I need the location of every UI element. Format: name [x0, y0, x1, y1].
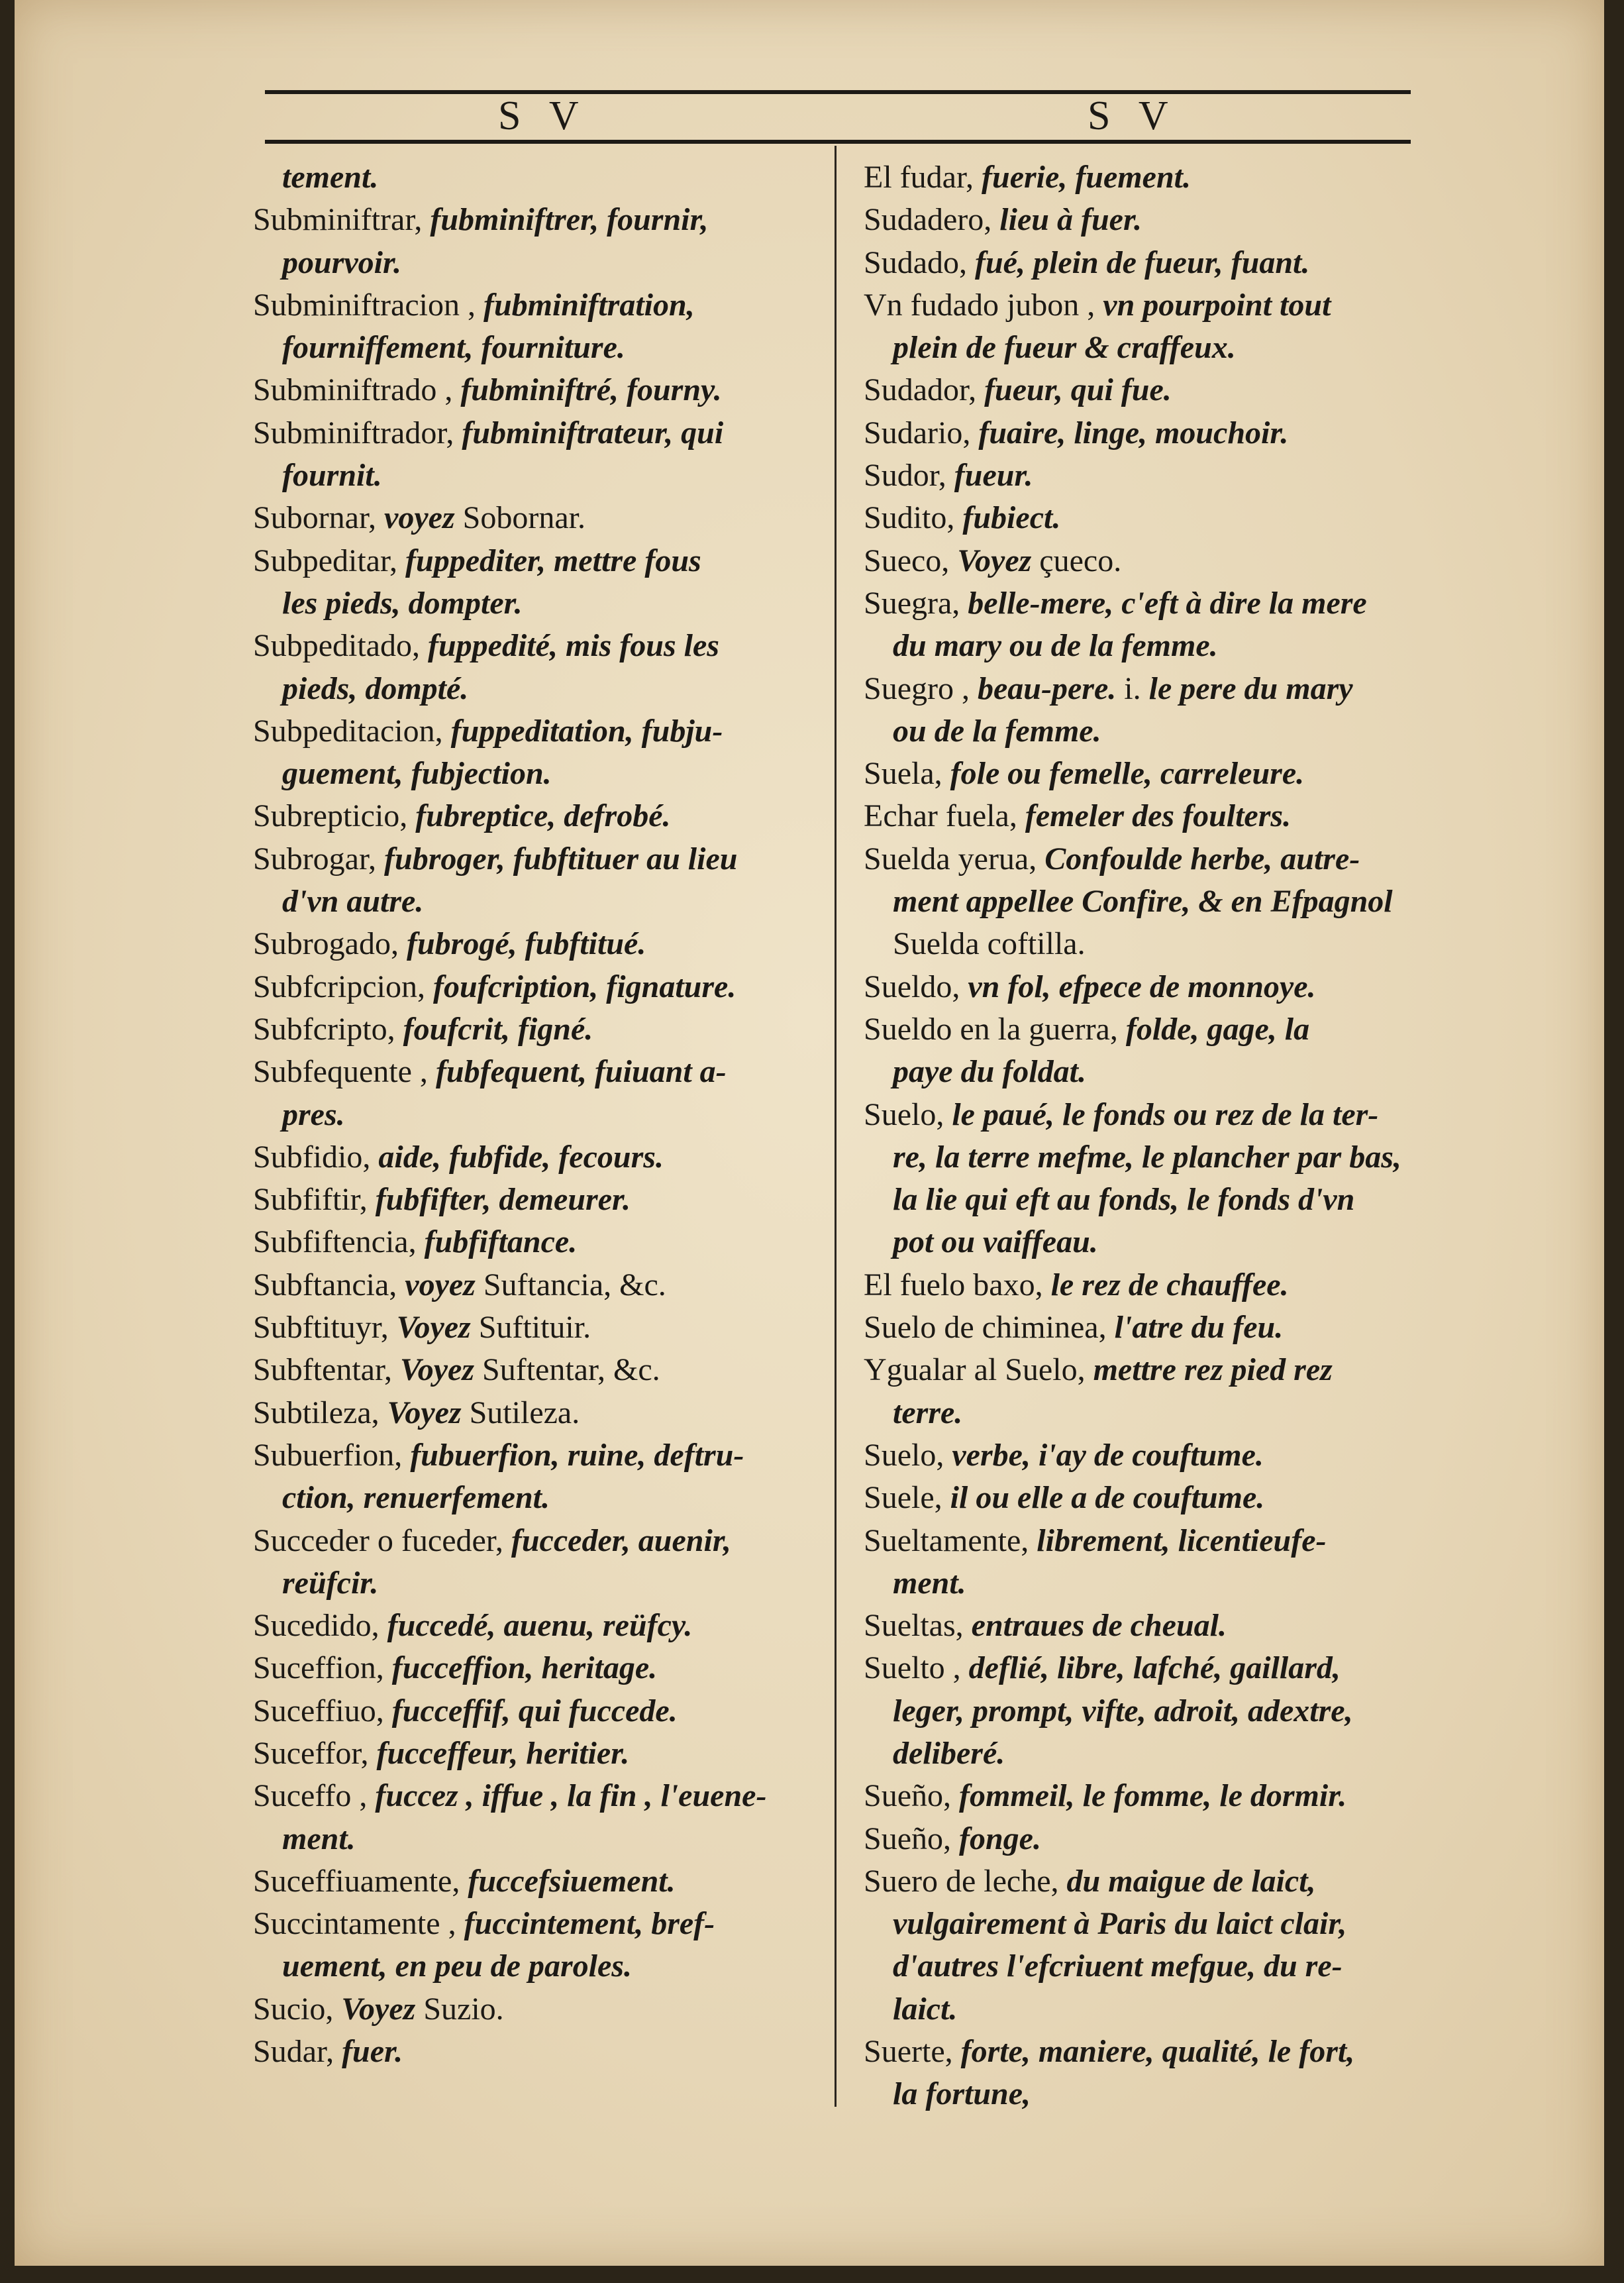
headword: Subuerfion,	[253, 1437, 411, 1473]
translation: lieu à fuer.	[999, 202, 1142, 238]
headword: Sudor,	[864, 458, 954, 494]
dictionary-line	[253, 668, 816, 710]
dictionary-line	[864, 1605, 1437, 1647]
translation: Voyez	[341, 1991, 424, 2027]
dictionary-line	[864, 1136, 1437, 1179]
translation: fuccintement, bref-	[464, 1906, 715, 1942]
translation: fubminiftrer, fournir,	[430, 202, 709, 238]
translation: vn fol, efpece de monnoye.	[968, 969, 1316, 1004]
headword: Subpeditado,	[253, 628, 428, 664]
dictionary-line	[864, 2031, 1437, 2073]
dictionary-line	[253, 1306, 816, 1349]
dictionary-line	[864, 710, 1437, 753]
translation: pieds, dompté.	[282, 670, 469, 706]
dictionary-line	[253, 880, 816, 923]
headword: Sobornar.	[462, 500, 585, 536]
translation: fonge.	[959, 1821, 1041, 1856]
translation: fubuerfion, ruine, deftru-	[410, 1437, 744, 1473]
translation: voyez	[384, 500, 463, 536]
dictionary-line	[864, 1988, 1437, 2031]
translation: femeler des foulters.	[1025, 798, 1292, 834]
translation: Voyez	[387, 1395, 470, 1430]
dictionary-line	[253, 540, 816, 582]
translation: fuccedé, auenu, reüfcy.	[387, 1608, 693, 1644]
headword: Suceffiuo,	[253, 1693, 392, 1728]
dictionary-line	[253, 1562, 816, 1605]
translation: fommeil, le fomme, le dormir.	[959, 1778, 1347, 1814]
dictionary-line	[864, 454, 1437, 497]
translation: fucceffion, heritage.	[391, 1650, 658, 1686]
translation: guement, fubjection.	[282, 756, 552, 792]
dictionary-line	[864, 327, 1437, 369]
translation: fueur, qui fue.	[984, 372, 1172, 408]
dictionary-line	[253, 1647, 816, 1689]
dictionary-line	[864, 1860, 1437, 1903]
translation: fubminiftrateur, qui	[462, 415, 724, 451]
headword: Sudito,	[864, 500, 963, 536]
translation: voyez	[405, 1267, 483, 1302]
dictionary-line	[864, 1775, 1437, 1817]
translation: le paué, le fonds ou rez de la ter-	[952, 1096, 1379, 1132]
headword: Suceffiuamente,	[253, 1863, 468, 1899]
dictionary-line	[253, 284, 816, 327]
dictionary-line	[253, 1094, 816, 1136]
headword: Sucio,	[253, 1991, 342, 2027]
dictionary-line	[864, 795, 1437, 837]
translation: ou de la femme.	[893, 713, 1101, 749]
dictionary-line	[864, 1520, 1437, 1562]
headword: Sudador,	[864, 372, 985, 408]
dictionary-line	[253, 1051, 816, 1093]
dictionary-line	[864, 923, 1437, 965]
dictionary-line	[864, 1264, 1437, 1306]
headword: Sutileza.	[469, 1395, 580, 1430]
dictionary-line	[864, 838, 1437, 880]
translation: d'autres l'efcriuent mefgue, du re-	[893, 1948, 1343, 1984]
dictionary-line	[253, 1903, 816, 1945]
translation: vn pourpoint tout	[1103, 287, 1331, 323]
dictionary-line	[864, 1051, 1437, 1093]
headword: Suegra,	[864, 585, 968, 621]
dictionary-line	[253, 2031, 816, 2073]
translation: verbe, i'ay de couftume.	[952, 1437, 1264, 1473]
dictionary-line	[253, 625, 816, 667]
headword: Succintamente ,	[253, 1906, 464, 1942]
translation: le pere du mary	[1141, 670, 1353, 706]
translation: du maigue de laict,	[1066, 1863, 1316, 1899]
headword: Suftentar, &c.	[482, 1352, 660, 1388]
translation: fucceder, auenir,	[511, 1522, 731, 1558]
translation: vulgairement à Paris du laict clair,	[893, 1906, 1347, 1942]
headword: Subftentar,	[253, 1352, 401, 1388]
translation: plein de fueur & craffeux.	[893, 330, 1236, 366]
translation: fubrogé, fubftitué.	[406, 926, 646, 962]
translation: fubroger, fubftituer au lieu	[384, 841, 738, 876]
headword: Suftituir.	[478, 1310, 591, 1346]
translation: le rez de chauffee.	[1050, 1267, 1289, 1302]
headword: Subfiftir,	[253, 1182, 376, 1218]
translation: paye du foldat.	[893, 1054, 1086, 1090]
translation: fucceffif, qui fuccede.	[391, 1693, 678, 1728]
dictionary-line	[864, 2073, 1437, 2115]
translation: fuccez , iffue , la fin , l'euene-	[375, 1778, 767, 1814]
dictionary-line	[253, 1860, 816, 1903]
dictionary-page	[15, 0, 1604, 2266]
dictionary-line	[253, 199, 816, 241]
headword: Subminiftrado ,	[253, 372, 461, 408]
dictionary-line	[253, 1221, 816, 1263]
headword: Sudado,	[864, 244, 975, 280]
translation: belle-mere, c'eft à dire la mere	[968, 585, 1367, 621]
dictionary-line	[864, 1562, 1437, 1605]
dictionary-line	[864, 1434, 1437, 1477]
dictionary-line	[864, 1179, 1437, 1221]
headword: Subfcripto,	[253, 1011, 403, 1047]
headword: El fuelo baxo,	[864, 1267, 1051, 1302]
headword: Sudar,	[253, 2034, 342, 2070]
dictionary-line	[864, 1477, 1437, 1519]
dictionary-line	[253, 1477, 816, 1519]
dictionary-line	[253, 327, 816, 369]
dictionary-line	[253, 1008, 816, 1051]
dictionary-line	[253, 1988, 816, 2031]
headword: Suero de leche,	[864, 1863, 1067, 1899]
headword: Sueldo,	[864, 969, 968, 1004]
translation: re, la terre mefme, le plancher par bas,	[893, 1139, 1401, 1175]
headword: çueco.	[1039, 543, 1122, 578]
translation: d'vn autre.	[282, 884, 424, 920]
translation: fubminiftré, fourny.	[460, 372, 722, 408]
headword: Sueño,	[864, 1821, 959, 1856]
dictionary-line	[864, 668, 1437, 710]
headword: Vn fudado jubon ,	[864, 287, 1103, 323]
headword: Subpeditar,	[253, 543, 406, 578]
headword: Suelo,	[864, 1096, 952, 1132]
translation: ction, renuerfement.	[282, 1480, 550, 1516]
headword: Subfidio,	[253, 1139, 379, 1175]
headword: Suceffor,	[253, 1735, 377, 1771]
translation: deflié, libre, lafché, gaillard,	[968, 1650, 1341, 1686]
headword: Subftancia,	[253, 1267, 405, 1302]
right-column	[864, 156, 1437, 2116]
headword: Sueco,	[864, 543, 958, 578]
translation: fuppediter, mettre fous	[405, 543, 701, 578]
headword: Subfequente ,	[253, 1054, 436, 1090]
headword: Subminiftrar,	[253, 202, 431, 238]
dictionary-line	[864, 1392, 1437, 1434]
translation: l'atre du feu.	[1114, 1310, 1284, 1346]
dictionary-line	[253, 1264, 816, 1306]
headword: Sudadero,	[864, 202, 1000, 238]
translation: du mary ou de la femme.	[893, 628, 1218, 664]
dictionary-line	[253, 966, 816, 1008]
dictionary-line	[864, 880, 1437, 923]
headword: Ygualar al Suelo,	[864, 1352, 1093, 1388]
dictionary-line	[864, 1008, 1437, 1051]
dictionary-line	[253, 1392, 816, 1434]
left-column	[253, 156, 816, 2073]
dictionary-line	[253, 1179, 816, 1221]
headword: Subminiftrador,	[253, 415, 462, 451]
dictionary-line	[253, 497, 816, 539]
dictionary-line	[864, 1903, 1437, 1945]
dictionary-line	[864, 582, 1437, 625]
dictionary-line	[864, 753, 1437, 795]
dictionary-line	[253, 1775, 816, 1817]
dictionary-line	[253, 582, 816, 625]
dictionary-line	[864, 540, 1437, 582]
translation: Voyez	[400, 1352, 483, 1388]
headword: Suelda yerua,	[864, 841, 1045, 876]
translation: pot ou vaiffeau.	[893, 1224, 1098, 1260]
header-rule-bottom	[265, 140, 1411, 144]
headword: Suele,	[864, 1480, 950, 1516]
headword: El fudar,	[864, 160, 982, 195]
dictionary-line	[864, 1094, 1437, 1136]
translation: fole ou femelle, carreleure.	[950, 756, 1305, 792]
dictionary-line	[253, 1349, 816, 1391]
translation: ment appellee Confire, & en Efpagnol	[893, 884, 1393, 920]
dictionary-line	[253, 838, 816, 880]
headword: Sueltas,	[864, 1608, 972, 1644]
dictionary-line	[864, 1349, 1437, 1391]
translation: pres.	[282, 1096, 345, 1132]
translation: fuer.	[342, 2034, 403, 2070]
dictionary-line	[864, 156, 1437, 199]
headword: Sucedido,	[253, 1608, 387, 1644]
headword: Subornar,	[253, 500, 385, 536]
translation: entraues de cheual.	[971, 1608, 1227, 1644]
dictionary-line	[864, 1690, 1437, 1732]
translation: tement.	[282, 160, 379, 195]
headword: i.	[1124, 670, 1141, 706]
translation: foufcrit, figné.	[403, 1011, 593, 1047]
header-rule-top	[265, 90, 1411, 94]
headword: Subtileza,	[253, 1395, 387, 1430]
dictionary-line	[864, 242, 1437, 284]
headword: Subfiftencia,	[253, 1224, 425, 1260]
dictionary-line	[253, 1136, 816, 1179]
translation: fuppeditation, fubju-	[450, 713, 723, 749]
headword: Subrogar,	[253, 841, 385, 876]
dictionary-line	[253, 156, 816, 199]
translation: Voyez	[396, 1310, 479, 1346]
running-head-left: S V	[498, 93, 588, 138]
headword: Suela,	[864, 756, 950, 792]
dictionary-line	[864, 1732, 1437, 1775]
translation: les pieds, dompter.	[282, 585, 523, 621]
dictionary-line	[253, 369, 816, 411]
headword: Suelda coftilla.	[893, 926, 1086, 962]
headword: Suelo,	[864, 1437, 952, 1473]
translation: fueur.	[954, 458, 1033, 494]
dictionary-line	[864, 199, 1437, 241]
headword: Subfcripcion,	[253, 969, 433, 1004]
headword: Subrepticio,	[253, 798, 416, 834]
dictionary-line	[253, 1945, 816, 1988]
running-head-right: S V	[1088, 93, 1178, 138]
headword: Suerte,	[864, 2034, 961, 2070]
dictionary-line	[864, 1306, 1437, 1349]
headword: Subftituyr,	[253, 1310, 397, 1346]
translation: fuppedité, mis fous les	[427, 628, 719, 664]
dictionary-line	[253, 753, 816, 795]
headword: Subpeditacion,	[253, 713, 451, 749]
translation: fuerie, fuement.	[982, 160, 1191, 195]
translation: fubfequent, fuiuant a-	[435, 1054, 727, 1090]
translation: uement, en peu de paroles.	[282, 1948, 632, 1984]
translation: fubreptice, defrobé.	[415, 798, 671, 834]
dictionary-line	[864, 284, 1437, 327]
translation: foufcription, fignature.	[432, 969, 736, 1004]
dictionary-line	[864, 412, 1437, 454]
dictionary-line	[864, 1818, 1437, 1860]
headword: Suelto ,	[864, 1650, 969, 1686]
translation: fuaire, linge, mouchoir.	[978, 415, 1289, 451]
translation: terre.	[893, 1395, 963, 1430]
dictionary-line	[864, 1945, 1437, 1988]
translation: ment.	[893, 1565, 966, 1601]
translation: fuccefsiuement.	[468, 1863, 676, 1899]
translation: mettre rez pied rez	[1093, 1352, 1333, 1388]
headword: Sueldo en la guerra,	[864, 1011, 1126, 1047]
headword: Sueño,	[864, 1778, 959, 1814]
dictionary-line	[253, 1732, 816, 1775]
translation: reüfcir.	[282, 1565, 379, 1601]
headword: Suelo de chiminea,	[864, 1310, 1115, 1346]
column-divider	[835, 146, 837, 2107]
dictionary-line	[253, 1520, 816, 1562]
dictionary-line	[253, 1605, 816, 1647]
translation: librement, licentieufe-	[1037, 1522, 1327, 1558]
dictionary-line	[253, 454, 816, 497]
translation: fournit.	[282, 458, 382, 494]
translation: aide, fubfide, fecours.	[378, 1139, 664, 1175]
headword: Suftancia, &c.	[483, 1267, 666, 1302]
headword: Echar fuela,	[864, 798, 1025, 834]
dictionary-line	[253, 923, 816, 965]
headword: Suceffion,	[253, 1650, 392, 1686]
headword: Sudario,	[864, 415, 979, 451]
headword: Suzio.	[423, 1991, 504, 2027]
translation: il ou elle a de couftume.	[950, 1480, 1265, 1516]
dictionary-line	[864, 369, 1437, 411]
dictionary-line	[864, 1221, 1437, 1263]
translation: ment.	[282, 1821, 356, 1856]
dictionary-line	[253, 1690, 816, 1732]
dictionary-line	[864, 625, 1437, 667]
translation: la fortune,	[893, 2076, 1031, 2112]
dictionary-line	[253, 1818, 816, 1860]
translation: la lie qui eft au fonds, le fonds d'vn	[893, 1182, 1355, 1218]
headword: Subminiftracion ,	[253, 287, 483, 323]
dictionary-line	[864, 1647, 1437, 1689]
translation: fubminiftration,	[483, 287, 695, 323]
translation: Voyez	[957, 543, 1040, 578]
translation: fubiect.	[962, 500, 1061, 536]
translation: pourvoir.	[282, 244, 402, 280]
translation: fubfiftance.	[424, 1224, 578, 1260]
translation: leger, prompt, vifte, adroit, adextre,	[893, 1693, 1353, 1728]
dictionary-line	[864, 497, 1437, 539]
translation: folde, gage, la	[1125, 1011, 1310, 1047]
headword: Suegro ,	[864, 670, 978, 706]
translation: fucceffeur, heritier.	[376, 1735, 630, 1771]
translation: deliberé.	[893, 1735, 1005, 1771]
dictionary-line	[253, 242, 816, 284]
translation: forte, maniere, qualité, le fort,	[960, 2034, 1355, 2070]
dictionary-line	[253, 795, 816, 837]
dictionary-line	[253, 1434, 816, 1477]
headword: Sueltamente,	[864, 1522, 1037, 1558]
translation: fubfifter, demeurer.	[375, 1182, 631, 1218]
dictionary-line	[864, 966, 1437, 1008]
headword: Suceffo ,	[253, 1778, 376, 1814]
dictionary-line	[253, 412, 816, 454]
translation: Confoulde herbe, autre-	[1044, 841, 1360, 876]
translation: laict.	[893, 1991, 958, 2027]
headword: Succeder o fuceder,	[253, 1522, 511, 1558]
headword: Subrogado,	[253, 926, 407, 962]
translation: fué, plein de fueur, fuant.	[975, 244, 1310, 280]
translation: beau-pere.	[977, 670, 1125, 706]
dictionary-line	[253, 710, 816, 753]
translation: fourniffement, fourniture.	[282, 330, 625, 366]
